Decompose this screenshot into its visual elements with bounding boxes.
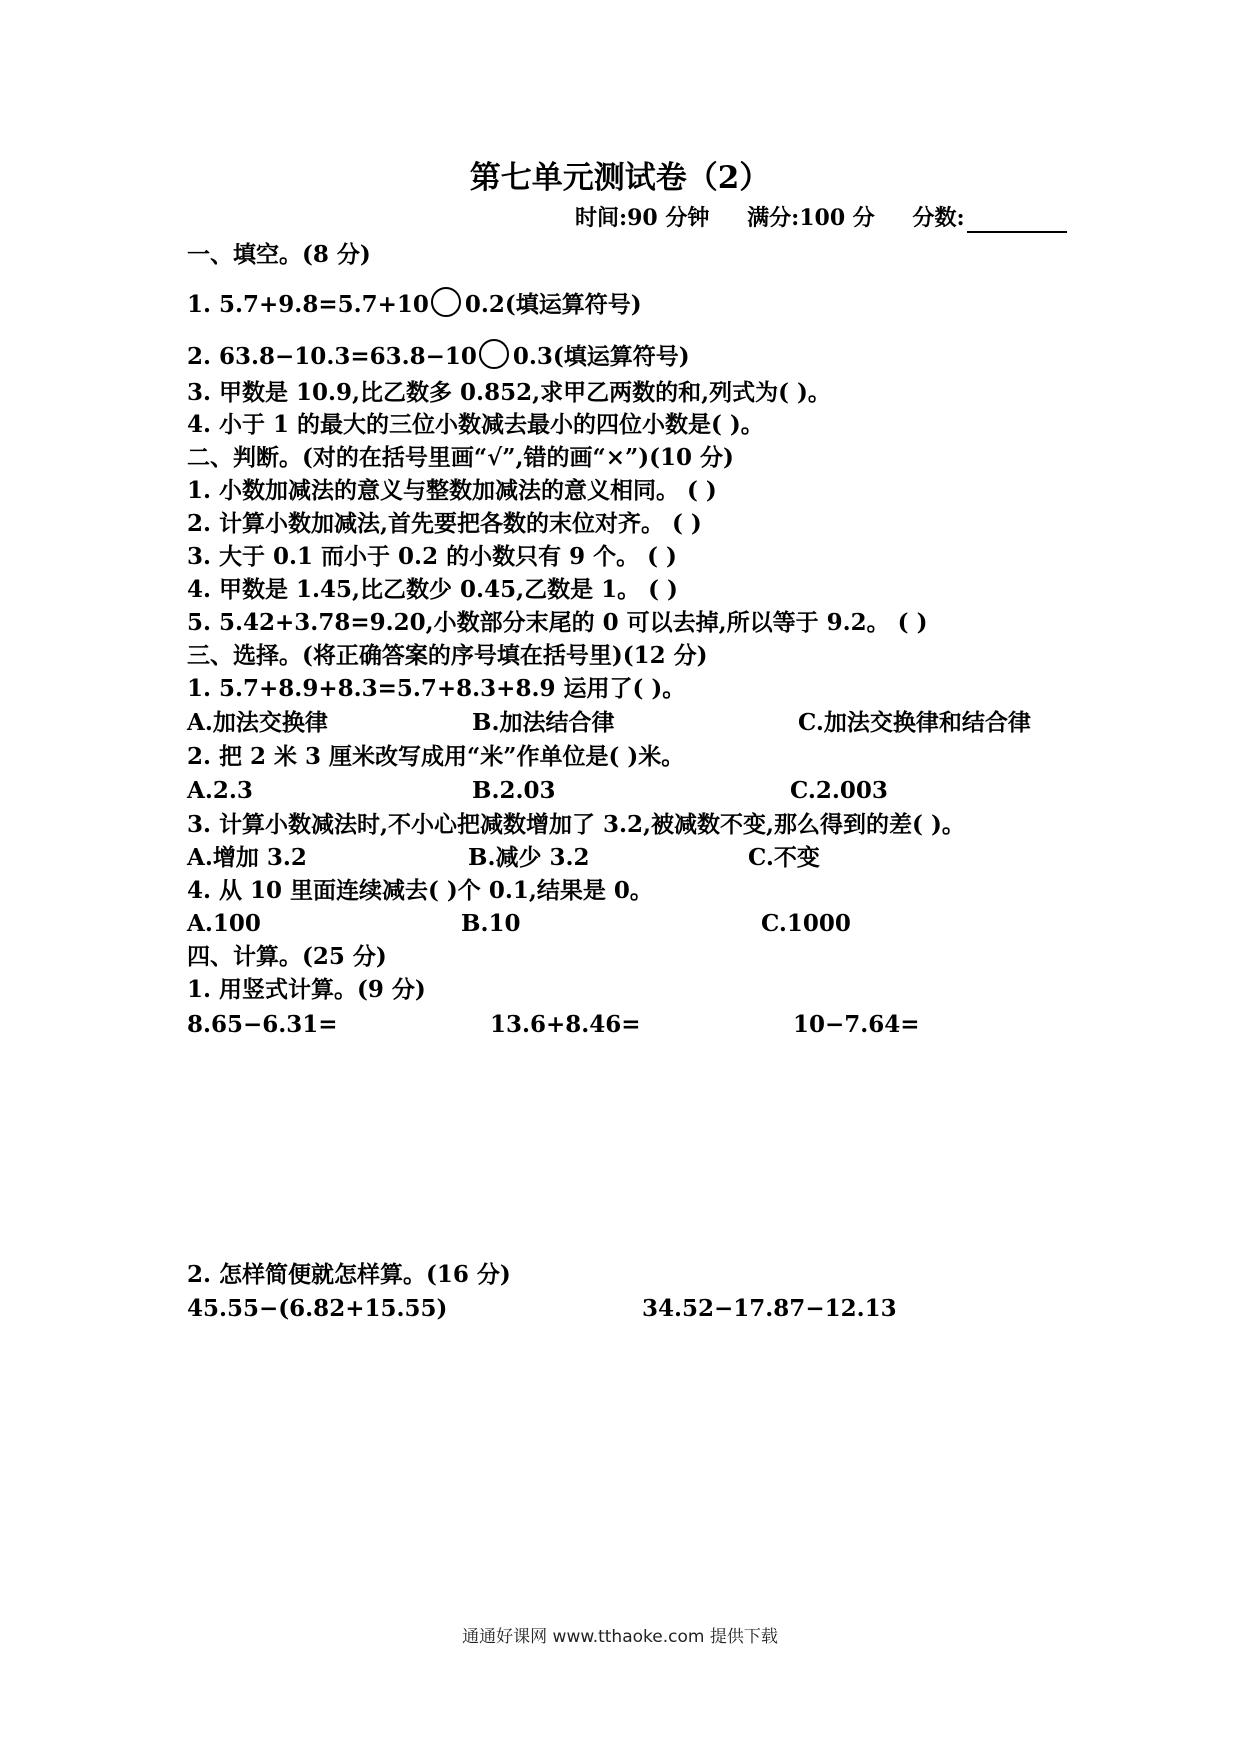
score-blank[interactable] — [967, 207, 1067, 233]
judge-question-1: 1. 小数加减法的意义与整数加减法的意义相同。 ( ) — [187, 477, 717, 504]
choice-3-option-c: C.不变 — [748, 844, 820, 871]
choice-1-option-a: A.加法交换律 — [187, 709, 328, 736]
choice-4-option-c: C.1000 — [761, 910, 851, 937]
choice-2-option-c: C.2.003 — [790, 777, 888, 804]
choice-1-option-c: C.加法交换律和结合律 — [798, 709, 1031, 736]
choice-3-option-a: A.增加 3.2 — [187, 844, 307, 871]
choice-1-option-b: B.加法结合律 — [472, 709, 615, 736]
fill-question-2-right: 0.3(填运算符号) — [512, 343, 690, 370]
fill-question-1 — [187, 287, 642, 320]
choice-question-2: 2. 把 2 米 3 厘米改写成用“米”作单位是( )米。 — [187, 743, 685, 770]
page-title: 第七单元测试卷（2） — [469, 160, 771, 196]
fill-question-2 — [187, 339, 690, 372]
time-limit: 时间:90 分钟 — [575, 205, 710, 231]
operator-circle-2[interactable] — [479, 339, 509, 369]
score-label: 分数: — [912, 205, 965, 231]
simplify-calc-1: 45.55−(6.82+15.55) — [187, 1295, 448, 1322]
choice-4-option-a: A.100 — [187, 910, 261, 937]
choice-question-3: 3. 计算小数减法时,不小心把减数增加了 3.2,被减数不变,那么得到的差( )。 — [187, 811, 965, 838]
choice-2-option-b: B.2.03 — [472, 777, 556, 804]
judge-question-4: 4. 甲数是 1.45,比乙数少 0.45,乙数是 1。 ( ) — [187, 576, 678, 603]
choice-3-option-b: B.减少 3.2 — [468, 844, 590, 871]
operator-circle-1[interactable] — [431, 287, 461, 317]
vertical-calc-3: 10−7.64= — [793, 1011, 920, 1038]
fill-question-3: 3. 甲数是 10.9,比乙数多 0.852,求甲乙两数的和,列式为( )。 — [187, 379, 831, 406]
footer-source: 通通好课网 www.tthaoke.com 提供下载 — [462, 1627, 778, 1647]
fill-question-2-left: 2. 63.8−10.3=63.8−10 — [187, 343, 477, 370]
vertical-calc-1: 8.65−6.31= — [187, 1011, 338, 1038]
exam-meta — [575, 203, 1097, 233]
choice-2-option-a: A.2.3 — [187, 777, 253, 804]
fill-question-1-right: 0.2(填运算符号) — [464, 291, 642, 318]
judge-question-2: 2. 计算小数加减法,首先要把各数的末位对齐。 ( ) — [187, 510, 702, 537]
choice-question-1: 1. 5.7+8.9+8.3=5.7+8.3+8.9 运用了( )。 — [187, 675, 686, 702]
calc-part-2-heading: 2. 怎样简便就怎样算。(16 分) — [187, 1261, 511, 1288]
choice-question-4: 4. 从 10 里面连续减去( )个 0.1,结果是 0。 — [187, 877, 653, 904]
section-1-heading: 一、填空。(8 分) — [187, 241, 371, 268]
fill-question-4: 4. 小于 1 的最大的三位小数减去最小的四位小数是( )。 — [187, 411, 764, 438]
section-3-heading: 三、选择。(将正确答案的序号填在括号里)(12 分) — [187, 642, 708, 669]
section-4-heading: 四、计算。(25 分) — [187, 943, 387, 970]
judge-question-5: 5. 5.42+3.78=9.20,小数部分末尾的 0 可以去掉,所以等于 9.2。 ( ) — [187, 609, 928, 636]
calc-part-1-heading: 1. 用竖式计算。(9 分) — [187, 976, 426, 1003]
vertical-calc-2: 13.6+8.46= — [490, 1011, 641, 1038]
full-score: 满分:100 分 — [747, 205, 875, 231]
section-2-heading: 二、判断。(对的在括号里画“√”,错的画“×”)(10 分) — [187, 444, 734, 471]
choice-4-option-b: B.10 — [461, 910, 521, 937]
simplify-calc-2: 34.52−17.87−12.13 — [642, 1295, 897, 1322]
fill-question-1-left: 1. 5.7+9.8=5.7+10 — [187, 291, 429, 318]
judge-question-3: 3. 大于 0.1 而小于 0.2 的小数只有 9 个。 ( ) — [187, 543, 677, 570]
